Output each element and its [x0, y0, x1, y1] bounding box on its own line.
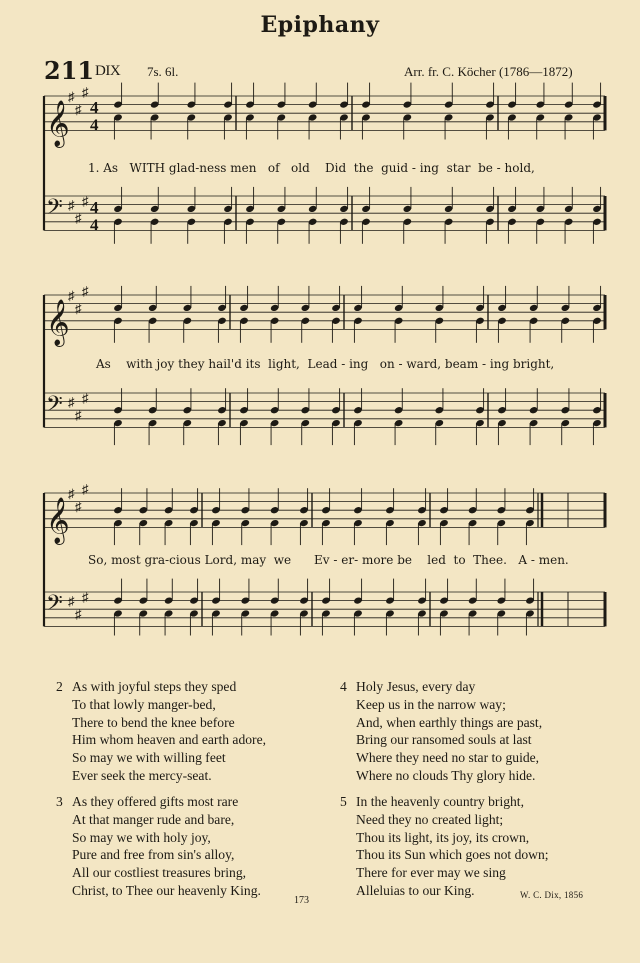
section-title: Epiphany	[260, 12, 380, 38]
verse-line: Where they need no star to guide,	[356, 750, 540, 766]
verse-line: There for ever may we sing	[356, 865, 506, 881]
verse-line: Holy Jesus, every day	[356, 679, 476, 694]
arranger-credit: Arr. fr. C. Köcher (1786—1872)	[404, 64, 573, 79]
svg-text:♯: ♯	[68, 89, 75, 104]
verse-line: In the heavenly country bright,	[356, 794, 524, 809]
meter: 7s. 6l.	[147, 64, 179, 79]
author-credit: W. C. Dix, 1856	[520, 890, 584, 900]
verse-number: 4	[340, 679, 347, 694]
treble-clef-icon: 𝄞	[46, 497, 70, 544]
svg-text:♯: ♯	[68, 197, 75, 213]
verse-line: So may we with holy joy,	[72, 829, 211, 845]
verse-line: As they offered gifts most rare	[72, 794, 239, 809]
verse-number: 3	[56, 794, 63, 809]
svg-text:♯: ♯	[82, 589, 89, 605]
verse-5	[340, 793, 549, 900]
svg-text:♯: ♯	[82, 84, 89, 100]
bass-clef-icon: 𝄢	[46, 195, 63, 226]
svg-text:♯: ♯	[75, 101, 82, 117]
tune-name: DIX	[95, 63, 121, 79]
svg-text:♯: ♯	[68, 593, 75, 609]
lyric-line-2: As with joy they hail'd its light, Lead - ing on - ward, beam - ing bright,	[96, 357, 555, 371]
verse-line: There to bend the knee before	[72, 714, 235, 730]
bass-clef-icon: 𝄢	[46, 392, 63, 423]
svg-text:♯: ♯	[75, 210, 82, 226]
verse-line: Ever seek the mercy-seat.	[72, 767, 212, 783]
verse-number: 2	[56, 679, 63, 694]
svg-text:♯: ♯	[82, 193, 89, 209]
lyric-line-3: So, most gra-cious Lord, may we Ev - er- more be led to Thee. A - men.	[88, 553, 569, 567]
svg-text:4: 4	[90, 215, 99, 235]
svg-text:♯: ♯	[82, 283, 89, 299]
verse-line: To that lowly manger-bed,	[72, 696, 216, 712]
svg-text:♯: ♯	[75, 407, 82, 423]
hymn-number: 211	[44, 56, 95, 85]
verse-line: Him whom heaven and earth adore,	[72, 732, 267, 748]
svg-text:♯: ♯	[82, 481, 89, 497]
verse-line: Thou its light, its joy, its crown,	[356, 829, 530, 845]
svg-text:♯: ♯	[75, 300, 82, 316]
verse-line: Alleluias to our King.	[356, 882, 475, 898]
svg-text:4: 4	[90, 98, 99, 118]
svg-text:4: 4	[90, 198, 99, 218]
verse-line: As with joyful steps they sped	[72, 679, 237, 694]
verse-line: Where no clouds Thy glory hide.	[356, 767, 536, 783]
treble-clef-icon: 𝄞	[46, 299, 70, 346]
svg-text:♯: ♯	[75, 606, 82, 622]
treble-clef-icon: 𝄞	[46, 100, 70, 147]
svg-text:♯: ♯	[75, 498, 82, 514]
svg-text:♯: ♯	[68, 288, 75, 303]
verse-line: Need they no created light;	[356, 811, 504, 827]
verse-line: Thou its Sun which goes not down;	[356, 847, 549, 863]
lyric-line-1: 1. As WITH glad-ness men of old Did the guid - ing star be - hold,	[88, 161, 535, 175]
verse-line: And, when earthly things are past,	[356, 714, 543, 730]
svg-text:♯: ♯	[82, 390, 89, 406]
verse-3	[56, 793, 261, 900]
verse-line: All our costliest treasures bring,	[72, 865, 247, 881]
svg-text:♯: ♯	[68, 486, 75, 501]
bass-clef-icon: 𝄢	[46, 591, 63, 622]
svg-text:4: 4	[90, 115, 99, 135]
verse-line: Bring our ransomed souls at last	[356, 732, 532, 748]
svg-text:♯: ♯	[68, 394, 75, 410]
verse-line: Christ, to Thee our heavenly King.	[72, 882, 261, 898]
page-number: 173	[294, 895, 309, 906]
verse-line: At that manger rude and bare,	[72, 811, 235, 827]
verse-2	[56, 678, 266, 785]
verse-4	[340, 678, 542, 785]
verse-line: Keep us in the narrow way;	[356, 696, 506, 712]
verse-line: So may we with willing feet	[72, 750, 226, 766]
verse-number: 5	[340, 794, 347, 809]
verse-line: Pure and free from sin's alloy,	[72, 847, 235, 863]
